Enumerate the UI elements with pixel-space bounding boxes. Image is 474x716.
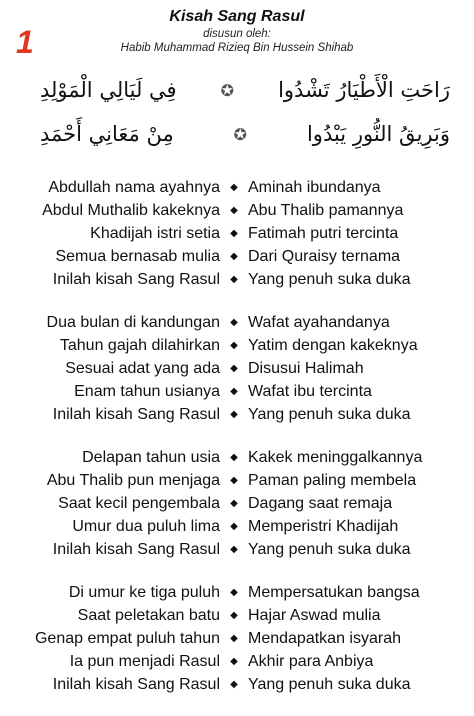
verse-line: [0, 581, 474, 604]
verse-line-left: Enam tahun usianya: [74, 383, 220, 400]
diamond-bullet-icon: ◆: [230, 610, 238, 621]
verse-line: [0, 311, 474, 334]
stanza: [0, 581, 474, 696]
verse-line-left: Inilah kisah Sang Rasul: [52, 406, 220, 423]
verse-line-left: Delapan tahun usia: [82, 449, 220, 466]
diamond-bullet-icon: ◆: [230, 317, 238, 328]
diamond-bullet-icon: ◆: [230, 475, 238, 486]
verse-line-right: Hajar Aswad mulia: [248, 607, 381, 624]
diamond-bullet-icon: ◆: [230, 228, 238, 239]
arabic-verse-2: [40, 122, 450, 146]
page-title: Kisah Sang Rasul: [169, 8, 305, 25]
verse-line-left: Dua bulan di kandungan: [46, 314, 220, 331]
verse-line-right: Yatim dengan kakeknya: [248, 337, 418, 354]
verse-line-right: Yang penuh suka duka: [248, 271, 411, 288]
verse-line-right: Kakek meninggalkannya: [248, 449, 423, 466]
diamond-bullet-icon: ◆: [230, 386, 238, 397]
verse-line-right: Disusui Halimah: [248, 360, 364, 377]
verse-line-right: Mempersatukan bangsa: [248, 584, 420, 601]
diamond-bullet-icon: ◆: [230, 452, 238, 463]
diamond-bullet-icon: ◆: [230, 587, 238, 598]
verse-line-left: Inilah kisah Sang Rasul: [52, 271, 220, 288]
verse-line-right: Fatimah putri tercinta: [248, 225, 399, 242]
compiled-by-label: disusun oleh:: [203, 28, 271, 40]
star-ornament-icon: ✪: [233, 124, 248, 144]
verse-line-left: Inilah kisah Sang Rasul: [52, 541, 220, 558]
verse-line-right: Yang penuh suka duka: [248, 676, 411, 693]
verse-line-right: Yang penuh suka duka: [248, 406, 411, 423]
diamond-bullet-icon: ◆: [230, 182, 238, 193]
verse-line: [0, 627, 474, 650]
verse-line-right: Dari Quraisy ternama: [248, 248, 401, 265]
verse-line: [0, 334, 474, 357]
verse-line: [0, 268, 474, 291]
diamond-bullet-icon: ◆: [230, 274, 238, 285]
verse-line: [0, 357, 474, 380]
arabic-verse-1-first-half: رَاحَتِ الْأَطْيَارُ تَشْدُوا: [278, 78, 450, 102]
diamond-bullet-icon: ◆: [230, 363, 238, 374]
diamond-bullet-icon: ◆: [230, 656, 238, 667]
diamond-bullet-icon: ◆: [230, 498, 238, 509]
diamond-bullet-icon: ◆: [230, 205, 238, 216]
verse-line: [0, 538, 474, 561]
verse-line-right: Dagang saat remaja: [248, 495, 393, 512]
diamond-bullet-icon: ◆: [230, 544, 238, 555]
diamond-bullet-icon: ◆: [230, 251, 238, 262]
verse-line: [0, 403, 474, 426]
verse-line-left: Saat peletakan batu: [77, 607, 220, 624]
verse-line-right: Memperistri Khadijah: [248, 518, 399, 535]
diamond-bullet-icon: ◆: [230, 679, 238, 690]
verse-line-left: Khadijah istri setia: [90, 225, 220, 242]
verse-line-left: Sesuai adat yang ada: [65, 360, 220, 377]
stanza: [0, 446, 474, 561]
stanza: [0, 176, 474, 291]
arabic-verse-1: [40, 78, 450, 102]
verse-line-left: Abdul Muthalib kakeknya: [42, 202, 220, 219]
poem-body: [0, 176, 474, 716]
verse-line: [0, 673, 474, 696]
verse-line: [0, 515, 474, 538]
verse-line: [0, 380, 474, 403]
diamond-bullet-icon: ◆: [230, 340, 238, 351]
verse-line-right: Mendapatkan isyarah: [248, 630, 401, 647]
verse-line-right: Wafat ayahandanya: [248, 314, 390, 331]
diamond-bullet-icon: ◆: [230, 409, 238, 420]
verse-line: [0, 650, 474, 673]
verse-line-left: Inilah kisah Sang Rasul: [52, 676, 220, 693]
verse-line-right: Akhir para Anbiya: [248, 653, 374, 670]
verse-line-right: Aminah ibundanya: [248, 179, 381, 196]
verse-line-left: Umur dua puluh lima: [72, 518, 220, 535]
verse-line-left: Semua bernasab mulia: [55, 248, 220, 265]
arabic-verse-2-first-half: وَبَرِيقُ النُّورِ يَبْدُوا: [306, 122, 450, 146]
star-ornament-icon: ✪: [220, 80, 235, 100]
verse-line-right: Paman paling membela: [248, 472, 417, 489]
verse-line-left: Ia pun menjadi Rasul: [69, 653, 220, 670]
diamond-bullet-icon: ◆: [230, 633, 238, 644]
verse-line-right: Abu Thalib pamannya: [248, 202, 404, 219]
verse-line-right: Wafat ibu tercinta: [248, 383, 372, 400]
verse-line-left: Genap empat puluh tahun: [34, 630, 220, 647]
verse-line: [0, 222, 474, 245]
diamond-bullet-icon: ◆: [230, 521, 238, 532]
arabic-verse-1-second-half: فِي لَيَالِي الْمَوْلِدِ: [40, 78, 177, 102]
author-name: Habib Muhammad Rizieq Bin Hussein Shihab: [120, 42, 354, 54]
verse-line: [0, 446, 474, 469]
verse-line-right: Yang penuh suka duka: [248, 541, 411, 558]
verse-line-left: Tahun gajah dilahirkan: [59, 337, 220, 354]
verse-line-left: Abdullah nama ayahnya: [48, 179, 220, 196]
arabic-verse-2-second-half: مِنْ مَعَانِي أَحْمَدِ: [40, 122, 174, 146]
verse-line-left: Abu Thalib pun menjaga: [46, 472, 220, 489]
verse-line: [0, 176, 474, 199]
verse-line: [0, 199, 474, 222]
page-number: 1: [16, 24, 34, 60]
verse-line-left: Di umur ke tiga puluh: [68, 584, 220, 601]
verse-line: [0, 604, 474, 627]
verse-line: [0, 469, 474, 492]
stanza: [0, 311, 474, 426]
verse-line-left: Saat kecil pengembala: [58, 495, 220, 512]
verse-line: [0, 245, 474, 268]
verse-line: [0, 492, 474, 515]
